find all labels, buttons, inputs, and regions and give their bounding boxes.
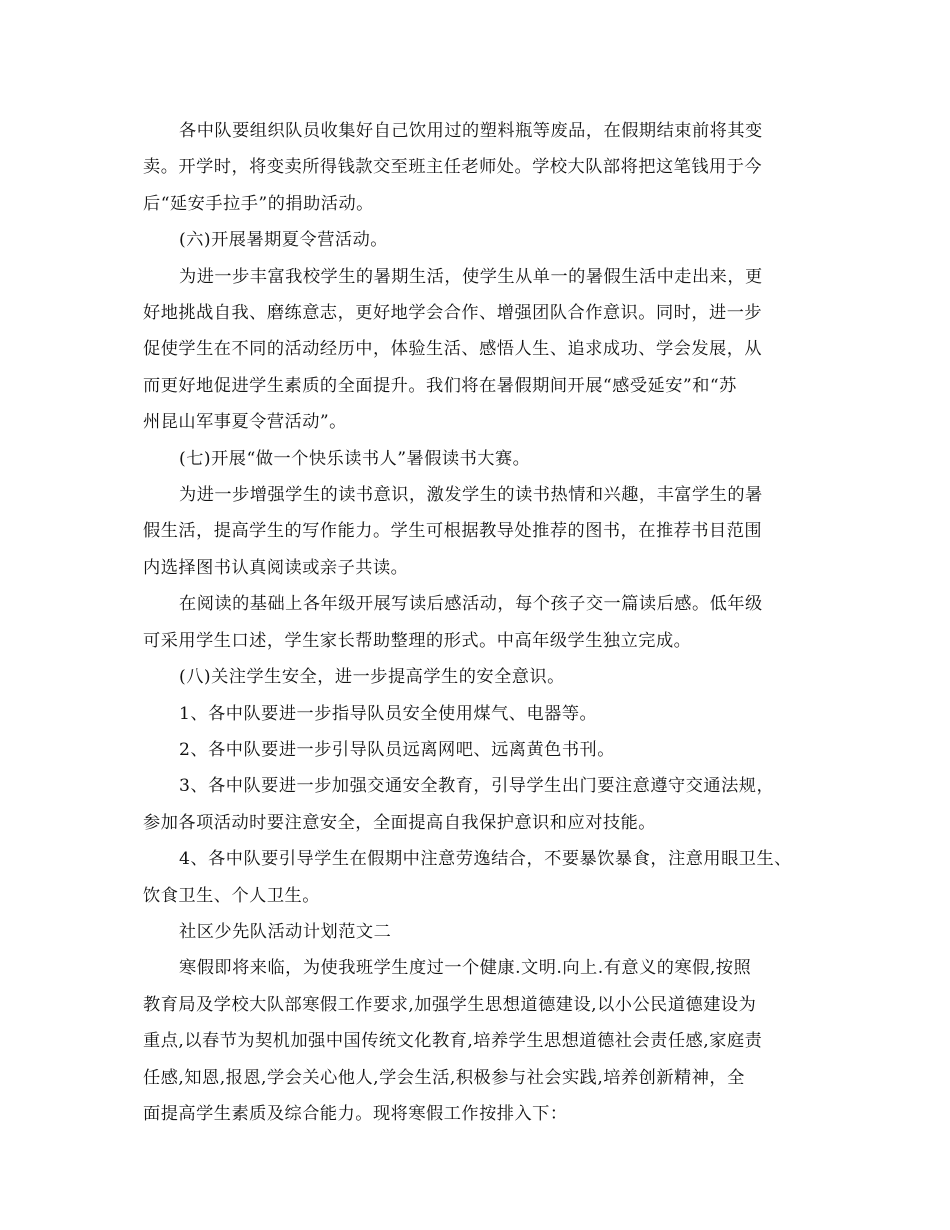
text-line: (八)关注学生安全，进一步提高学生的安全意识。 <box>179 667 565 688</box>
text-line: 2、各中队要进一步引导队员远离网吧、远离黄色书刊。 <box>179 739 615 760</box>
text-line: (六)开展暑期夏令营活动。 <box>179 230 388 251</box>
paragraph <box>143 914 823 950</box>
paragraph <box>143 477 823 586</box>
text-line: 教育局及学校大队部寒假工作要求,加强学生思想道德建设,以小公民道德建设为 <box>143 994 757 1015</box>
text-line: 社区少先队活动计划范文二 <box>179 921 392 942</box>
text-line: 州昆山军事夏令营活动”。 <box>143 412 347 433</box>
text-line: (七)开展“做一个快乐读书人”暑假读书大赛。 <box>179 448 531 469</box>
text-line: 为进一步丰富我校学生的暑期生活，使学生从单一的暑假生活中走出来，更 <box>179 266 763 287</box>
text-line: 好地挑战自我、磨练意志，更好地学会合作、增强团队合作意识。同时，进一步 <box>143 303 763 324</box>
text-line: 为进一步增强学生的读书意识，激发学生的读书热情和兴趣，丰富学生的暑 <box>179 485 763 506</box>
paragraph <box>143 259 823 441</box>
text-line: 促使学生在不同的活动经历中，体验生活、感悟人生、追求成功、学会发展，从 <box>143 339 763 360</box>
text-line: 4、各中队要引导学生在假期中注意劳逸结合，不要暴饮暴食，注意用眼卫生、 <box>179 849 792 870</box>
text-line: 寒假即将来临，为使我班学生度过一个健康.文明.向上.有意义的寒假,按照 <box>179 958 752 979</box>
paragraph <box>143 113 823 222</box>
text-line: 1、各中队要进一步指导队员安全使用煤气、电器等。 <box>179 703 598 724</box>
text-line: 各中队要组织队员收集好自己饮用过的塑料瓶等废品，在假期结束前将其变 <box>179 121 763 141</box>
document-body <box>143 113 823 1132</box>
text-line: 在阅读的基础上各年级开展写读后感活动，每个孩子交一篇读后感。低年级 <box>179 594 763 615</box>
paragraph <box>143 696 823 732</box>
text-line: 重点,以春节为契机加强中国传统文化教育,培养学生思想道德社会责任感,家庭责 <box>143 1031 763 1052</box>
text-line: 可采用学生口述，学生家长帮助整理的形式。中高年级学生独立完成。 <box>143 630 692 651</box>
text-line: 3、各中队要进一步加强交通安全教育，引导学生出门要注意遵守交通法规， <box>179 776 775 797</box>
text-line: 而更好地促进学生素质的全面提升。我们将在暑假期间开展“感受延安”和“苏 <box>143 375 737 396</box>
text-line: 内选择图书认真阅读或亲子共读。 <box>143 557 409 578</box>
paragraph <box>143 950 823 1132</box>
text-line: 参加各项活动时要注意安全，全面提高自我保护意识和应对技能。 <box>143 812 656 833</box>
paragraph <box>143 768 823 841</box>
paragraph <box>143 441 823 477</box>
text-line: 饮食卫生、个人卫生。 <box>143 885 320 906</box>
text-line: 假生活，提高学生的写作能力。学生可根据教导处推荐的图书，在推荐书目范围 <box>143 521 763 542</box>
text-line: 任感,知恩,报恩,学会关心他人,学会生活,积极参与社会实践,培养创新精神，全 <box>143 1067 745 1088</box>
text-line: 后“延安手拉手”的捐助活动。 <box>143 193 374 214</box>
text-line: 面提高学生素质及综合能力。现将寒假工作按排入下： <box>143 1103 568 1124</box>
paragraph <box>143 841 823 914</box>
paragraph <box>143 222 823 258</box>
text-line: 卖。开学时，将变卖所得钱款交至班主任老师处。学校大队部将把这笔钱用于今 <box>143 157 763 178</box>
paragraph <box>143 659 823 695</box>
paragraph <box>143 732 823 768</box>
paragraph <box>143 586 823 659</box>
